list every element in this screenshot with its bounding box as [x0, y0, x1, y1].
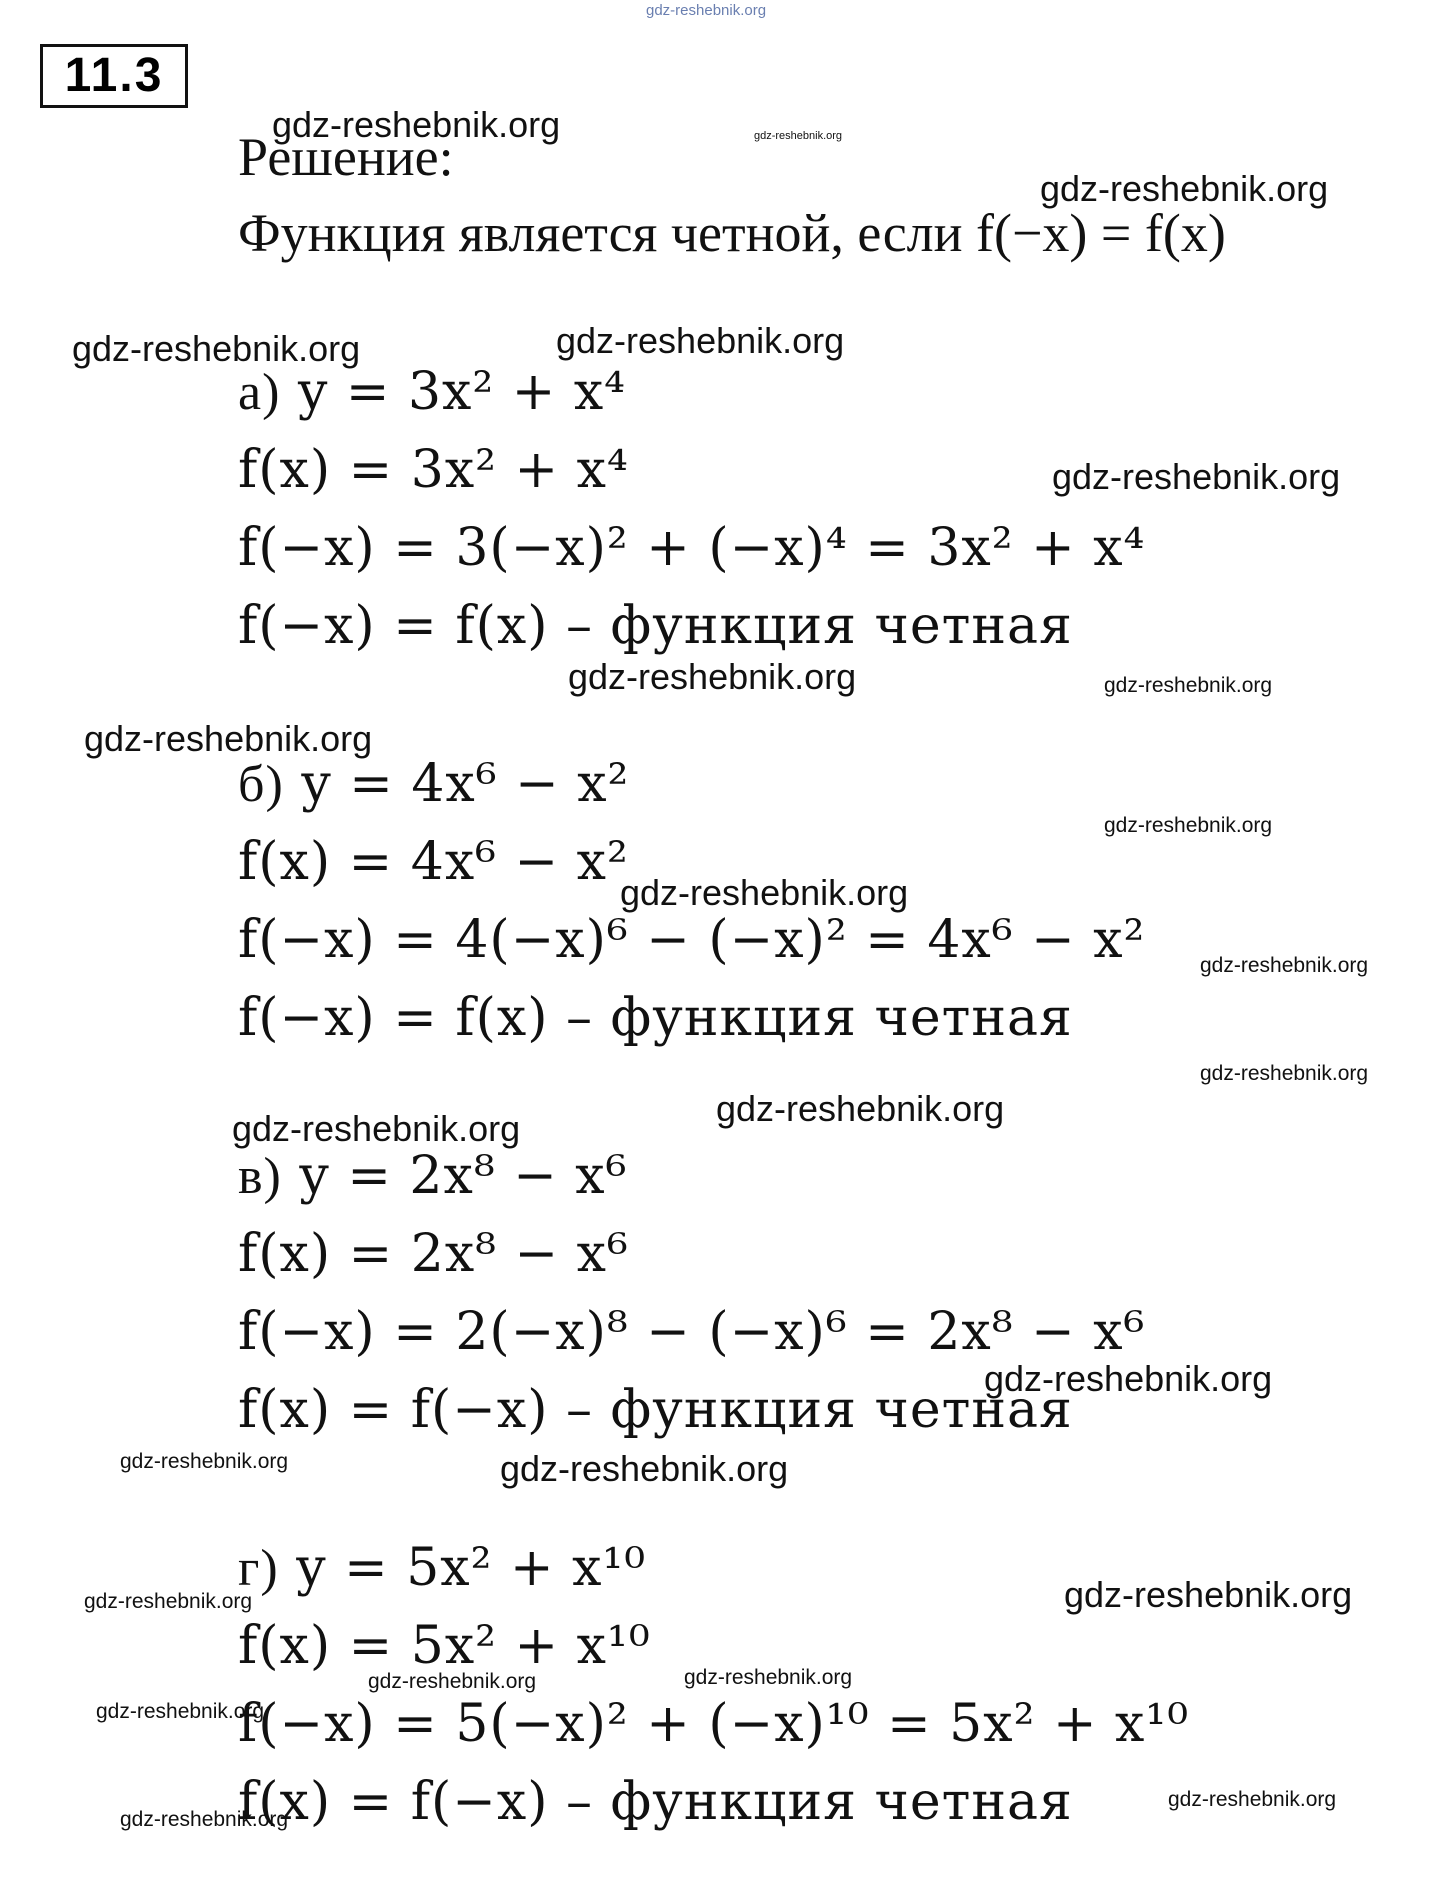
part-b-conclusion: f(−x) = f(x) – функция четная [238, 988, 1073, 1048]
watermark: gdz-reshebnik.org [1064, 1574, 1353, 1615]
watermark: gdz-reshebnik.org [1052, 456, 1341, 497]
part-b-y: y = 4x⁶ − x² [301, 754, 630, 814]
part-b-fx: f(x) = 4x⁶ − x² [238, 832, 629, 892]
watermark: gdz-reshebnik.org [1040, 168, 1329, 209]
watermark: gdz-reshebnik.org [500, 1448, 789, 1489]
part-d-label: г) [238, 1540, 279, 1597]
watermark: gdz-reshebnik.org [684, 1666, 853, 1689]
watermark: gdz-reshebnik.org [1168, 1788, 1337, 1811]
watermark: gdz-reshebnik.org [84, 1590, 253, 1613]
part-a-label: а) [238, 364, 281, 421]
part-a-fx: f(x) = 3x² + x⁴ [238, 440, 629, 500]
task-number: 11.3 [64, 49, 164, 102]
watermark: gdz-reshebnik.org [1200, 1062, 1369, 1085]
part-b-equation [238, 754, 629, 814]
part-a-conclusion: f(−x) = f(x) – функция четная [238, 596, 1073, 656]
watermark: gdz-reshebnik.org [1200, 954, 1369, 977]
watermark: gdz-reshebnik.org [1104, 674, 1273, 697]
part-c-equation [238, 1146, 627, 1206]
watermark: gdz-reshebnik.org [368, 1670, 537, 1693]
watermark: gdz-reshebnik.org [84, 718, 373, 759]
part-a-equation [238, 362, 626, 422]
part-c-fx: f(x) = 2x⁸ − x⁶ [238, 1224, 629, 1284]
task-number-box [40, 44, 188, 108]
solution-heading: Решение: [238, 127, 454, 187]
part-c-y: y = 2x⁸ − x⁶ [299, 1146, 628, 1206]
watermark: gdz-reshebnik.org [556, 320, 845, 361]
part-c-conclusion: f(x) = f(−x) – функция четная [238, 1380, 1073, 1440]
part-d-fx: f(x) = 5x² + x¹⁰ [238, 1616, 651, 1676]
watermark: gdz-reshebnik.org [1104, 814, 1273, 837]
watermark: gdz-reshebnik.org [620, 872, 909, 913]
part-b-label: б) [238, 756, 284, 813]
watermark: gdz-reshebnik.org [754, 130, 843, 142]
part-d-conclusion: f(x) = f(−x) – функция четная [238, 1772, 1073, 1832]
part-b-fminusx: f(−x) = 4(−x)⁶ − (−x)² = 4x⁶ − x² [238, 910, 1146, 970]
part-a-fminusx: f(−x) = 3(−x)² + (−x)⁴ = 3x² + x⁴ [238, 518, 1146, 578]
watermark: gdz-reshebnik.org [120, 1450, 289, 1473]
even-function-definition: Функция является четной, если f(−x) = f(x) [238, 203, 1226, 263]
watermark: gdz-reshebnik.org [984, 1358, 1273, 1399]
watermark: gdz-reshebnik.org [716, 1088, 1005, 1129]
part-d-y: y = 5x² + x¹⁰ [296, 1538, 647, 1598]
watermark: gdz-reshebnik.org [646, 2, 767, 19]
part-d-fminusx: f(−x) = 5(−x)² + (−x)¹⁰ = 5x² + x¹⁰ [238, 1694, 1190, 1754]
part-d-equation [238, 1538, 646, 1598]
watermark: gdz-reshebnik.org [272, 104, 561, 145]
part-c-fminusx: f(−x) = 2(−x)⁸ − (−x)⁶ = 2x⁸ − x⁶ [238, 1302, 1146, 1362]
watermark: gdz-reshebnik.org [232, 1108, 521, 1149]
watermark: gdz-reshebnik.org [120, 1808, 289, 1831]
part-a-y: y = 3x² + x⁴ [297, 362, 626, 422]
part-c-label: в) [238, 1148, 282, 1205]
watermark: gdz-reshebnik.org [568, 656, 857, 697]
watermark: gdz-reshebnik.org [72, 328, 361, 369]
watermark: gdz-reshebnik.org [96, 1700, 265, 1723]
